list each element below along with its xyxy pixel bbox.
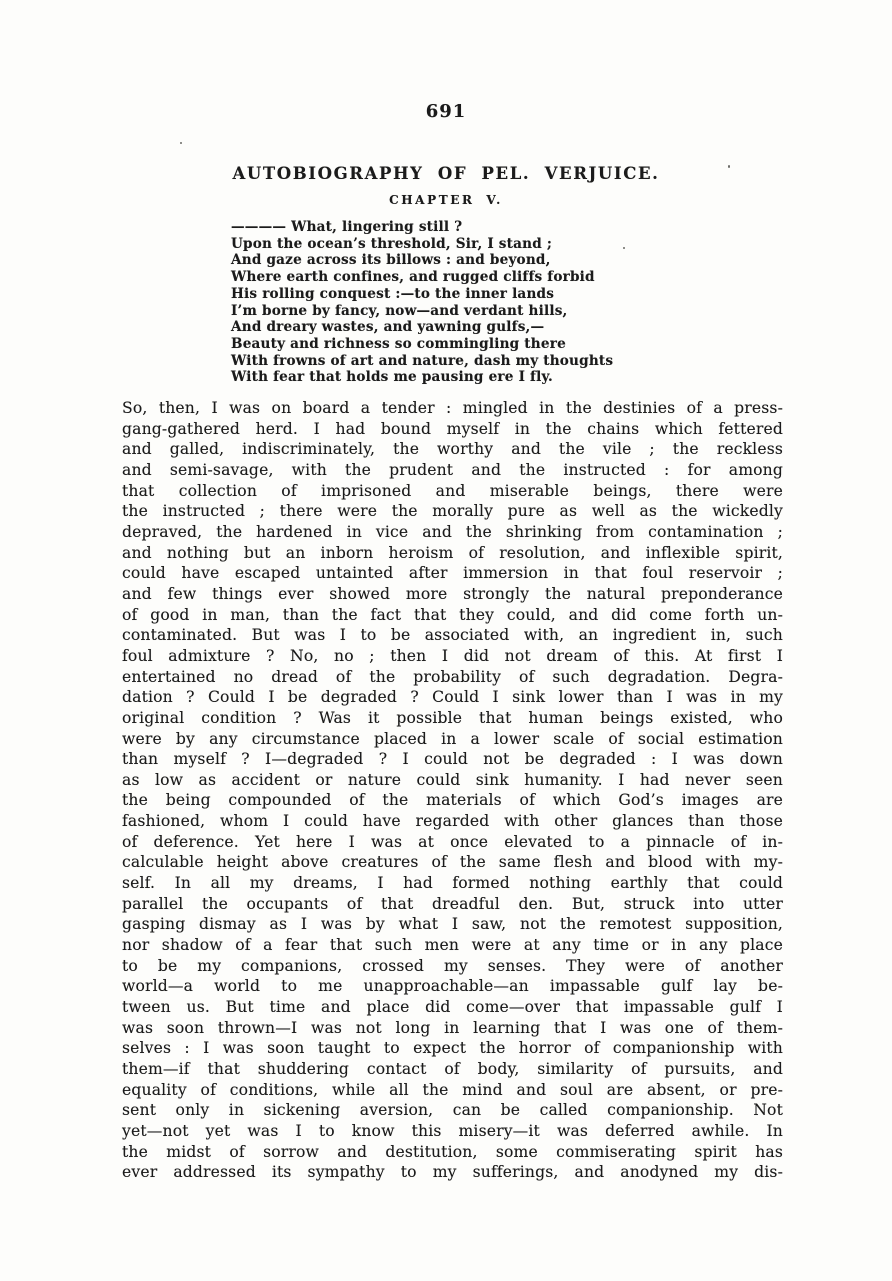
body-line: them—if that shuddering contact of body, similarity of pursuits, and [122,1060,783,1078]
verse-line: With fear that holds me pausing ere I fly. [231,369,553,386]
body-line: as low as accident or nature could sink humanity. I had never seen [122,770,783,789]
body-line: gang-gathered herd. I had bound myself in the chains which fettered [122,419,783,438]
body-line: ever addressed its sympathy to my sufferings, and anodyned my dis- [122,1163,783,1182]
body-line: sent only in sickening aversion, can be called companionship. Not [122,1101,783,1120]
verse-line: I’m borne by fancy, now—and verdant hills, [231,302,568,319]
body-line: selves : I was soon taught to expect the horror of companionship with [122,1039,783,1058]
verse-line: Where earth confines, and rugged cliffs forbid [231,269,595,286]
verse-line: And gaze across its billows : and beyond, [231,252,551,269]
verse-line: With frowns of art and nature, dash my thoughts [231,352,614,369]
body-paragraph [122,398,783,1183]
chapter-heading: CHAPTER V. [389,193,503,207]
body-line: depraved, the hardened in vice and the shrinking from contamination ; [122,522,783,541]
body-line: that collection of imprisoned and miserable beings, there were [122,481,783,500]
body-line: of deference. Yet here I was at once elevated to a pinnacle of in- [122,832,783,851]
body-line: tween us. But time and place did come—over that impassable gulf I [122,998,783,1017]
body-line: original condition ? Was it possible that human beings existed, who [122,708,783,727]
body-line: self. In all my dreams, I had formed nothing earthly that could [122,874,783,893]
body-line: was soon thrown—I was not long in learning that I was one of them- [122,1018,783,1037]
body-line: and galled, indiscriminately, the worthy and the vile ; the reckless [122,440,783,459]
verse-line: Upon the ocean’s threshold, Sir, I stand ; [231,235,553,252]
verse-line: ———— What, lingering still ? [231,219,463,235]
body-line: of good in man, than the fact that they could, and did come forth un- [122,605,783,624]
body-line: to be my companions, crossed my senses. They were of another [122,956,783,975]
body-line: were by any circumstance placed in a lower scale of social estimation [122,729,783,748]
body-line: nor shadow of a fear that such men were at any time or in any place [122,936,783,955]
body-line: and few things ever showed more strongly the natural preponderance [122,584,783,603]
body-line: contaminated. But was I to be associated with, an ingredient in, such [122,626,783,645]
body-line: the instructed ; there were the morally pure as well as the wickedly [122,502,783,521]
body-line: world—a world to me unapproachable—an impassable gulf lay be- [122,977,783,996]
epigraph-verse [231,219,613,386]
body-line: than myself ? I—degraded ? I could not be degraded : I was down [122,750,783,769]
verse-line: His rolling conquest :—to the inner lands [231,285,555,302]
body-line: equality of conditions, while all the mind and soul are absent, or pre- [122,1080,783,1099]
page-number: 691 [425,101,467,122]
body-line: foul admixture ? No, no ; then I did not dream of this. At first I [122,646,783,665]
body-line: the being compounded of the materials of which God’s images are [122,791,783,810]
body-line: entertained no dread of the probability of such degradation. Degra- [122,667,783,686]
scan-speck [728,165,730,168]
verse-line: Beauty and richness so commingling there [231,335,566,352]
body-line: So, then, I was on board a tender : mingled in the destinies of a press- [122,399,783,417]
body-line: and semi-savage, with the prudent and the instructed : for among [122,460,783,479]
verse-line: And dreary wastes, and yawning gulfs,— [231,319,545,336]
body-line: gasping dismay as I was by what I saw, not the remotest supposition, [122,915,783,934]
body-line: dation ? Could I be degraded ? Could I sink lower than I was in my [122,688,783,707]
body-line: calculable height above creatures of the same flesh and blood with my- [122,853,783,872]
body-line: fashioned, whom I could have regarded with other glances than those [122,812,783,831]
body-line: yet—not yet was I to know this misery—it was deferred awhile. In [122,1121,783,1140]
body-line: parallel the occupants of that dreadful den. But, struck into utter [122,894,783,913]
body-line: the midst of sorrow and destitution, some commiserating spirit has [122,1142,783,1161]
body-line: could have escaped untainted after immersion in that foul reservoir ; [122,564,783,583]
article-title: AUTOBIOGRAPHY OF PEL. VERJUICE. [232,164,660,183]
body-line: and nothing but an inborn heroism of resolution, and inflexible spirit, [122,543,783,562]
scan-speck [623,247,625,249]
scan-speck [180,142,182,144]
